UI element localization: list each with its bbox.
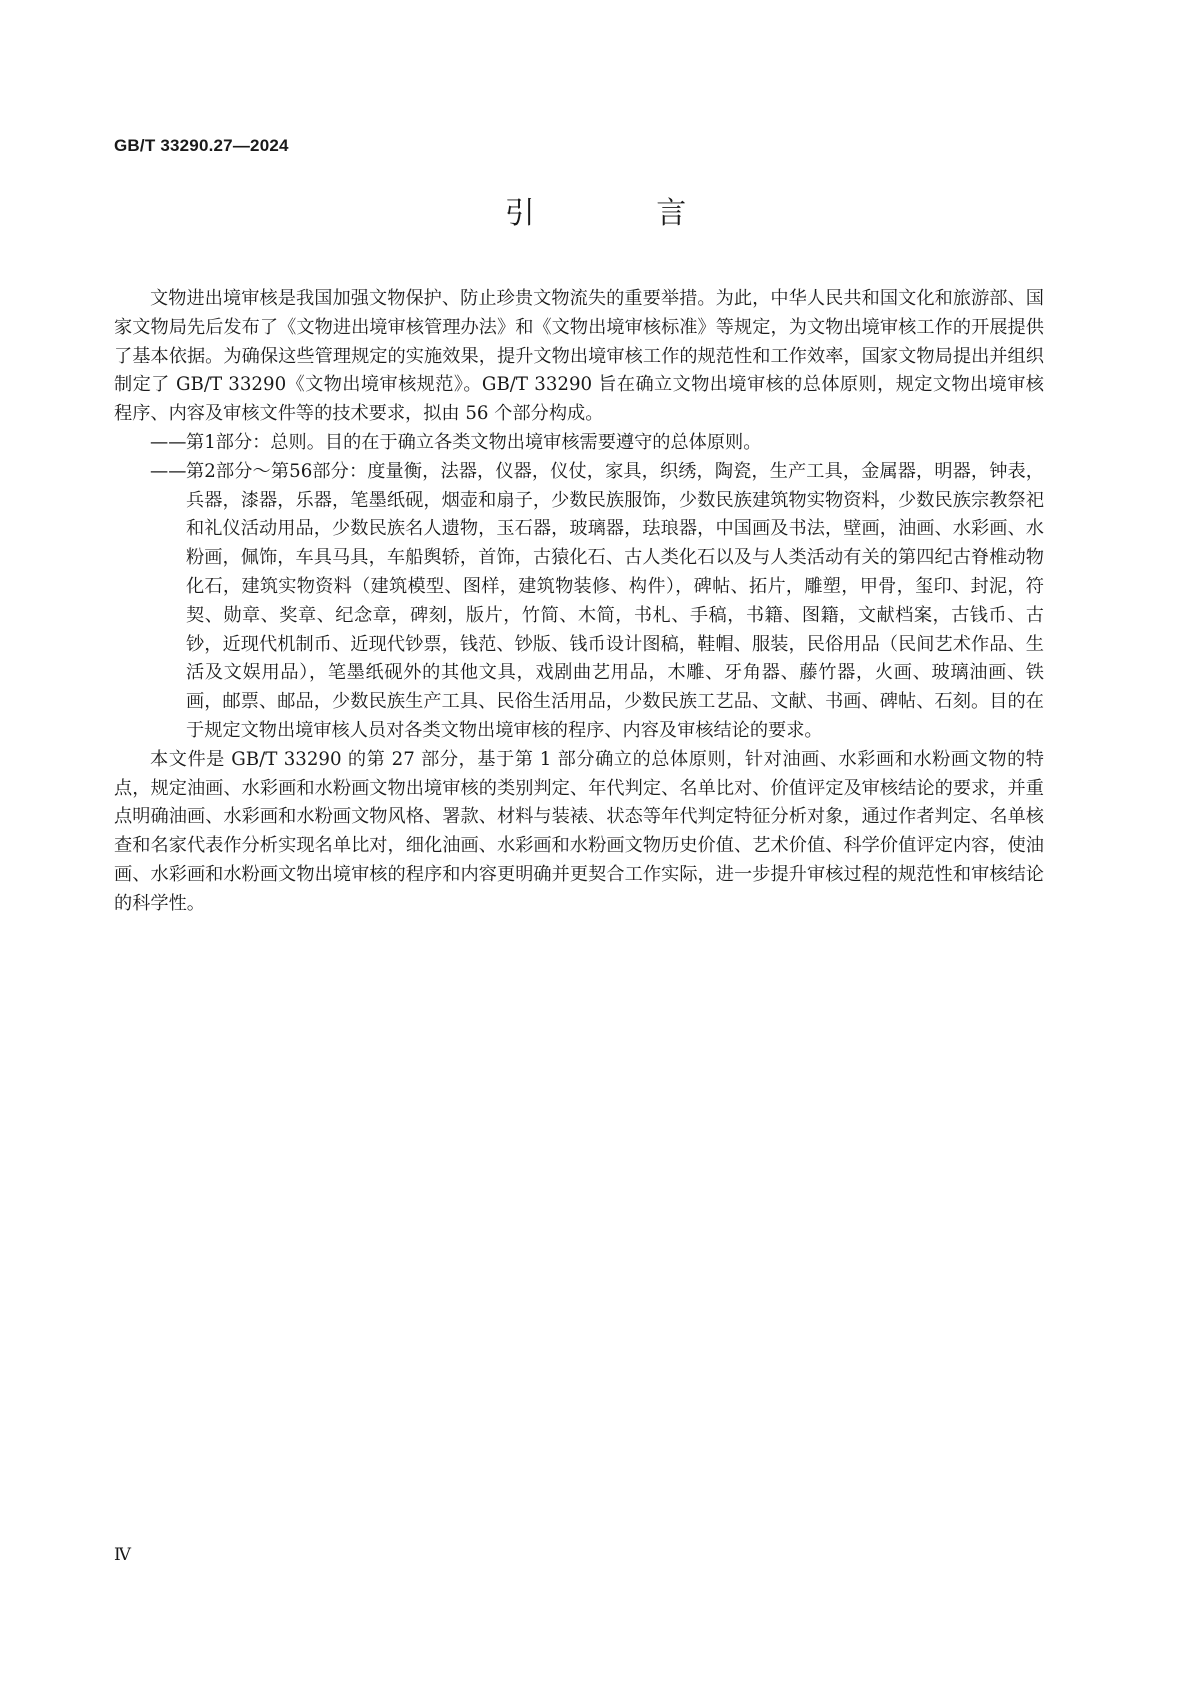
document-body: [114, 285, 1044, 919]
closing-paragraph: 本文件是 GB/T 33290 的第 27 部分，基于第 1 部分确立的总体原则，针对油画、水彩画和水粉画文物的特点，规定油画、水彩画和水粉画文物出境审核的类别判定、年代判定、名单比对、价值评定及审核结论的要求，并重点明确油画、水彩画和水粉画文物风格、署款、材料与装裱、状态等年代判定特征分析对象，通过作者判定、名单核查和名家代表作分析实现名单比对，细化油画、水彩画和水粉画文物历史价值、艺术价值、科学价值评定内容，使油画、水彩画和水粉画文物出境审核的程序和内容更明确并更契合工作实际，进一步提升审核过程的规范性和审核结论的科学性。: [114, 748, 1044, 914]
standard-code: GB/T 33290.27—2024: [114, 136, 289, 155]
list-item-part-1: [114, 429, 1044, 458]
page-title: 引 言: [504, 196, 743, 231]
list-dash: ——: [150, 431, 187, 453]
list-item-text: 第1部分：总则。目的在于确立各类文物出境审核需要遵守的总体原则。: [186, 431, 762, 453]
list-item-text: 第2部分～第56部分：度量衡，法器，仪器，仪仗，家具，织绣，陶瓷，生产工具，金属器，明器，钟表，兵器，漆器，乐器，笔墨纸砚，烟壶和扇子，少数民族服饰，少数民族建筑物实物资料，少数民族宗教祭祀和礼仪活动用品，少数民族名人遗物，玉石器，玻璃器，珐琅器，中国画及书法，壁画，油画、水彩画、水粉画，佩饰，车具马具，车船舆轿，首饰，古猿化石、古人类化石以及与人类活动有关的第四纪古脊椎动物化石，建筑实物资料（建筑模型、图样，建筑物装修、构件），碑帖、拓片，雕塑，甲骨，玺印、封泥，符契、勋章、奖章、纪念章，碑刻，版片，竹简、木简，书札、手稿，书籍、图籍，文献档案，古钱币、古钞，近现代机制币、近现代钞票，钱范、钞版、钱币设计图稿，鞋帽、服装，民俗用品（民间艺术作品、生活及文娱用品），笔墨纸砚外的其他文具，戏剧曲艺用品，木雕、牙角器、藤竹器，火画、玻璃油画、铁画，邮票、邮品，少数民族生产工具、民俗生活用品，少数民族工艺品、文献、书画、碑帖、石刻。目的在于规定文物出境审核人员对各类文物出境审核的程序、内容及审核结论的要求。: [186, 460, 1044, 741]
list-dash: ——: [150, 460, 187, 482]
intro-paragraph: 文物进出境审核是我国加强文物保护、防止珍贵文物流失的重要举措。为此，中华人民共和国文化和旅游部、国家文物局先后发布了《文物进出境审核管理办法》和《文物出境审核标准》等规定，为文物出境审核工作的开展提供了基本依据。为确保这些管理规定的实施效果，提升文物出境审核工作的规范性和工作效率，国家文物局提出并组织制定了 GB/T 33290《文物出境审核规范》。GB/T 33290 旨在确立文物出境审核的总体原则，规定文物出境审核程序、内容及审核文件等的技术要求，拟由 56 个部分构成。: [114, 288, 1044, 425]
page-number: Ⅳ: [114, 1545, 131, 1565]
list-item-part-2-56: [114, 458, 1044, 746]
